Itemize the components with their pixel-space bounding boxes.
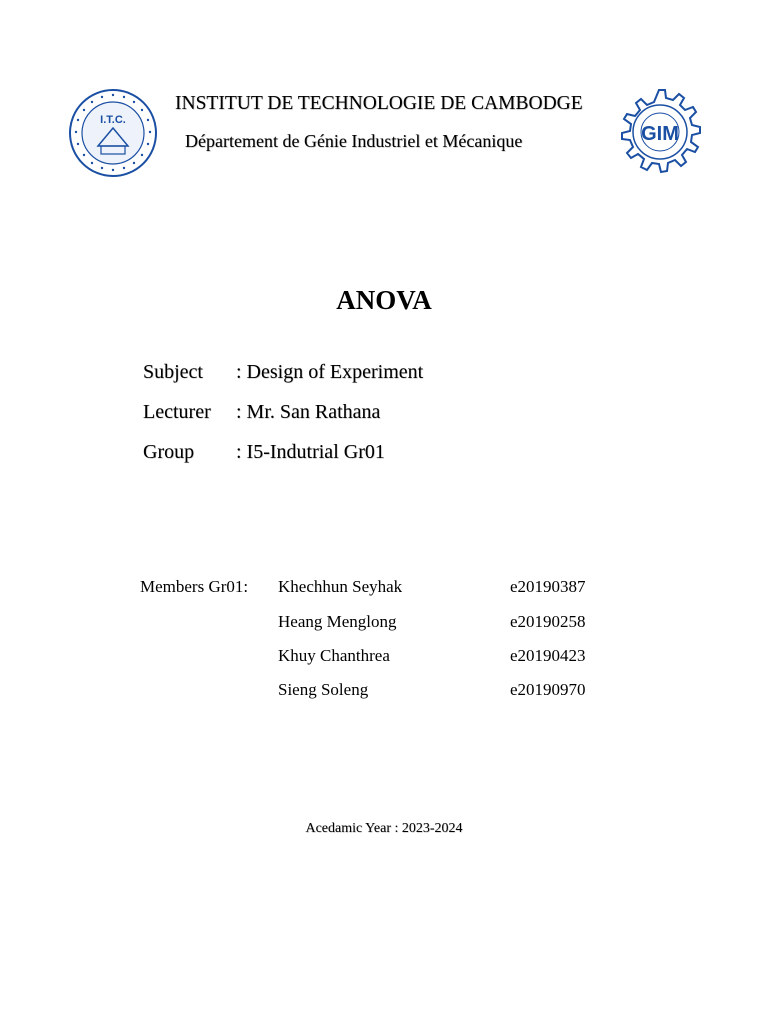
list-item — [278, 577, 586, 597]
member-name: Khuy Chanthrea — [278, 646, 390, 665]
document-title: ANOVA — [336, 285, 432, 315]
subject-label: Subject — [143, 361, 203, 383]
gim-gear-icon — [610, 86, 708, 184]
members-label: Members Gr01: — [140, 577, 249, 596]
member-name: Sieng Soleng — [278, 680, 369, 699]
itc-logo-text: I.T.C. — [100, 114, 126, 126]
member-id: e20190970 — [510, 680, 586, 699]
list-item — [278, 612, 586, 632]
list-item — [278, 646, 586, 666]
lecturer-value: : Mr. San Rathana — [236, 401, 381, 423]
subject-row — [143, 361, 423, 384]
institution-name: INSTITUT DE TECHNOLOGIE DE CAMBODGE — [175, 93, 583, 114]
gim-logo-text: GIM — [641, 123, 679, 145]
member-id: e20190258 — [510, 612, 586, 631]
academic-year: Acedamic Year : 2023-2024 — [305, 821, 463, 836]
member-name: Khechhun Seyhak — [278, 577, 403, 596]
group-row — [143, 441, 385, 464]
itc-seal-icon — [68, 88, 158, 178]
member-id: e20190387 — [510, 577, 586, 596]
lecturer-label: Lecturer — [143, 401, 211, 423]
group-label: Group — [143, 441, 195, 463]
member-name: Heang Menglong — [278, 612, 397, 631]
department-name: Département de Génie Industriel et Mécanique — [185, 131, 523, 151]
subject-value: : Design of Experiment — [236, 361, 424, 383]
list-item — [278, 680, 586, 700]
group-value: : I5-Indutrial Gr01 — [236, 441, 385, 463]
lecturer-row — [143, 401, 380, 424]
member-id: e20190423 — [510, 646, 586, 665]
